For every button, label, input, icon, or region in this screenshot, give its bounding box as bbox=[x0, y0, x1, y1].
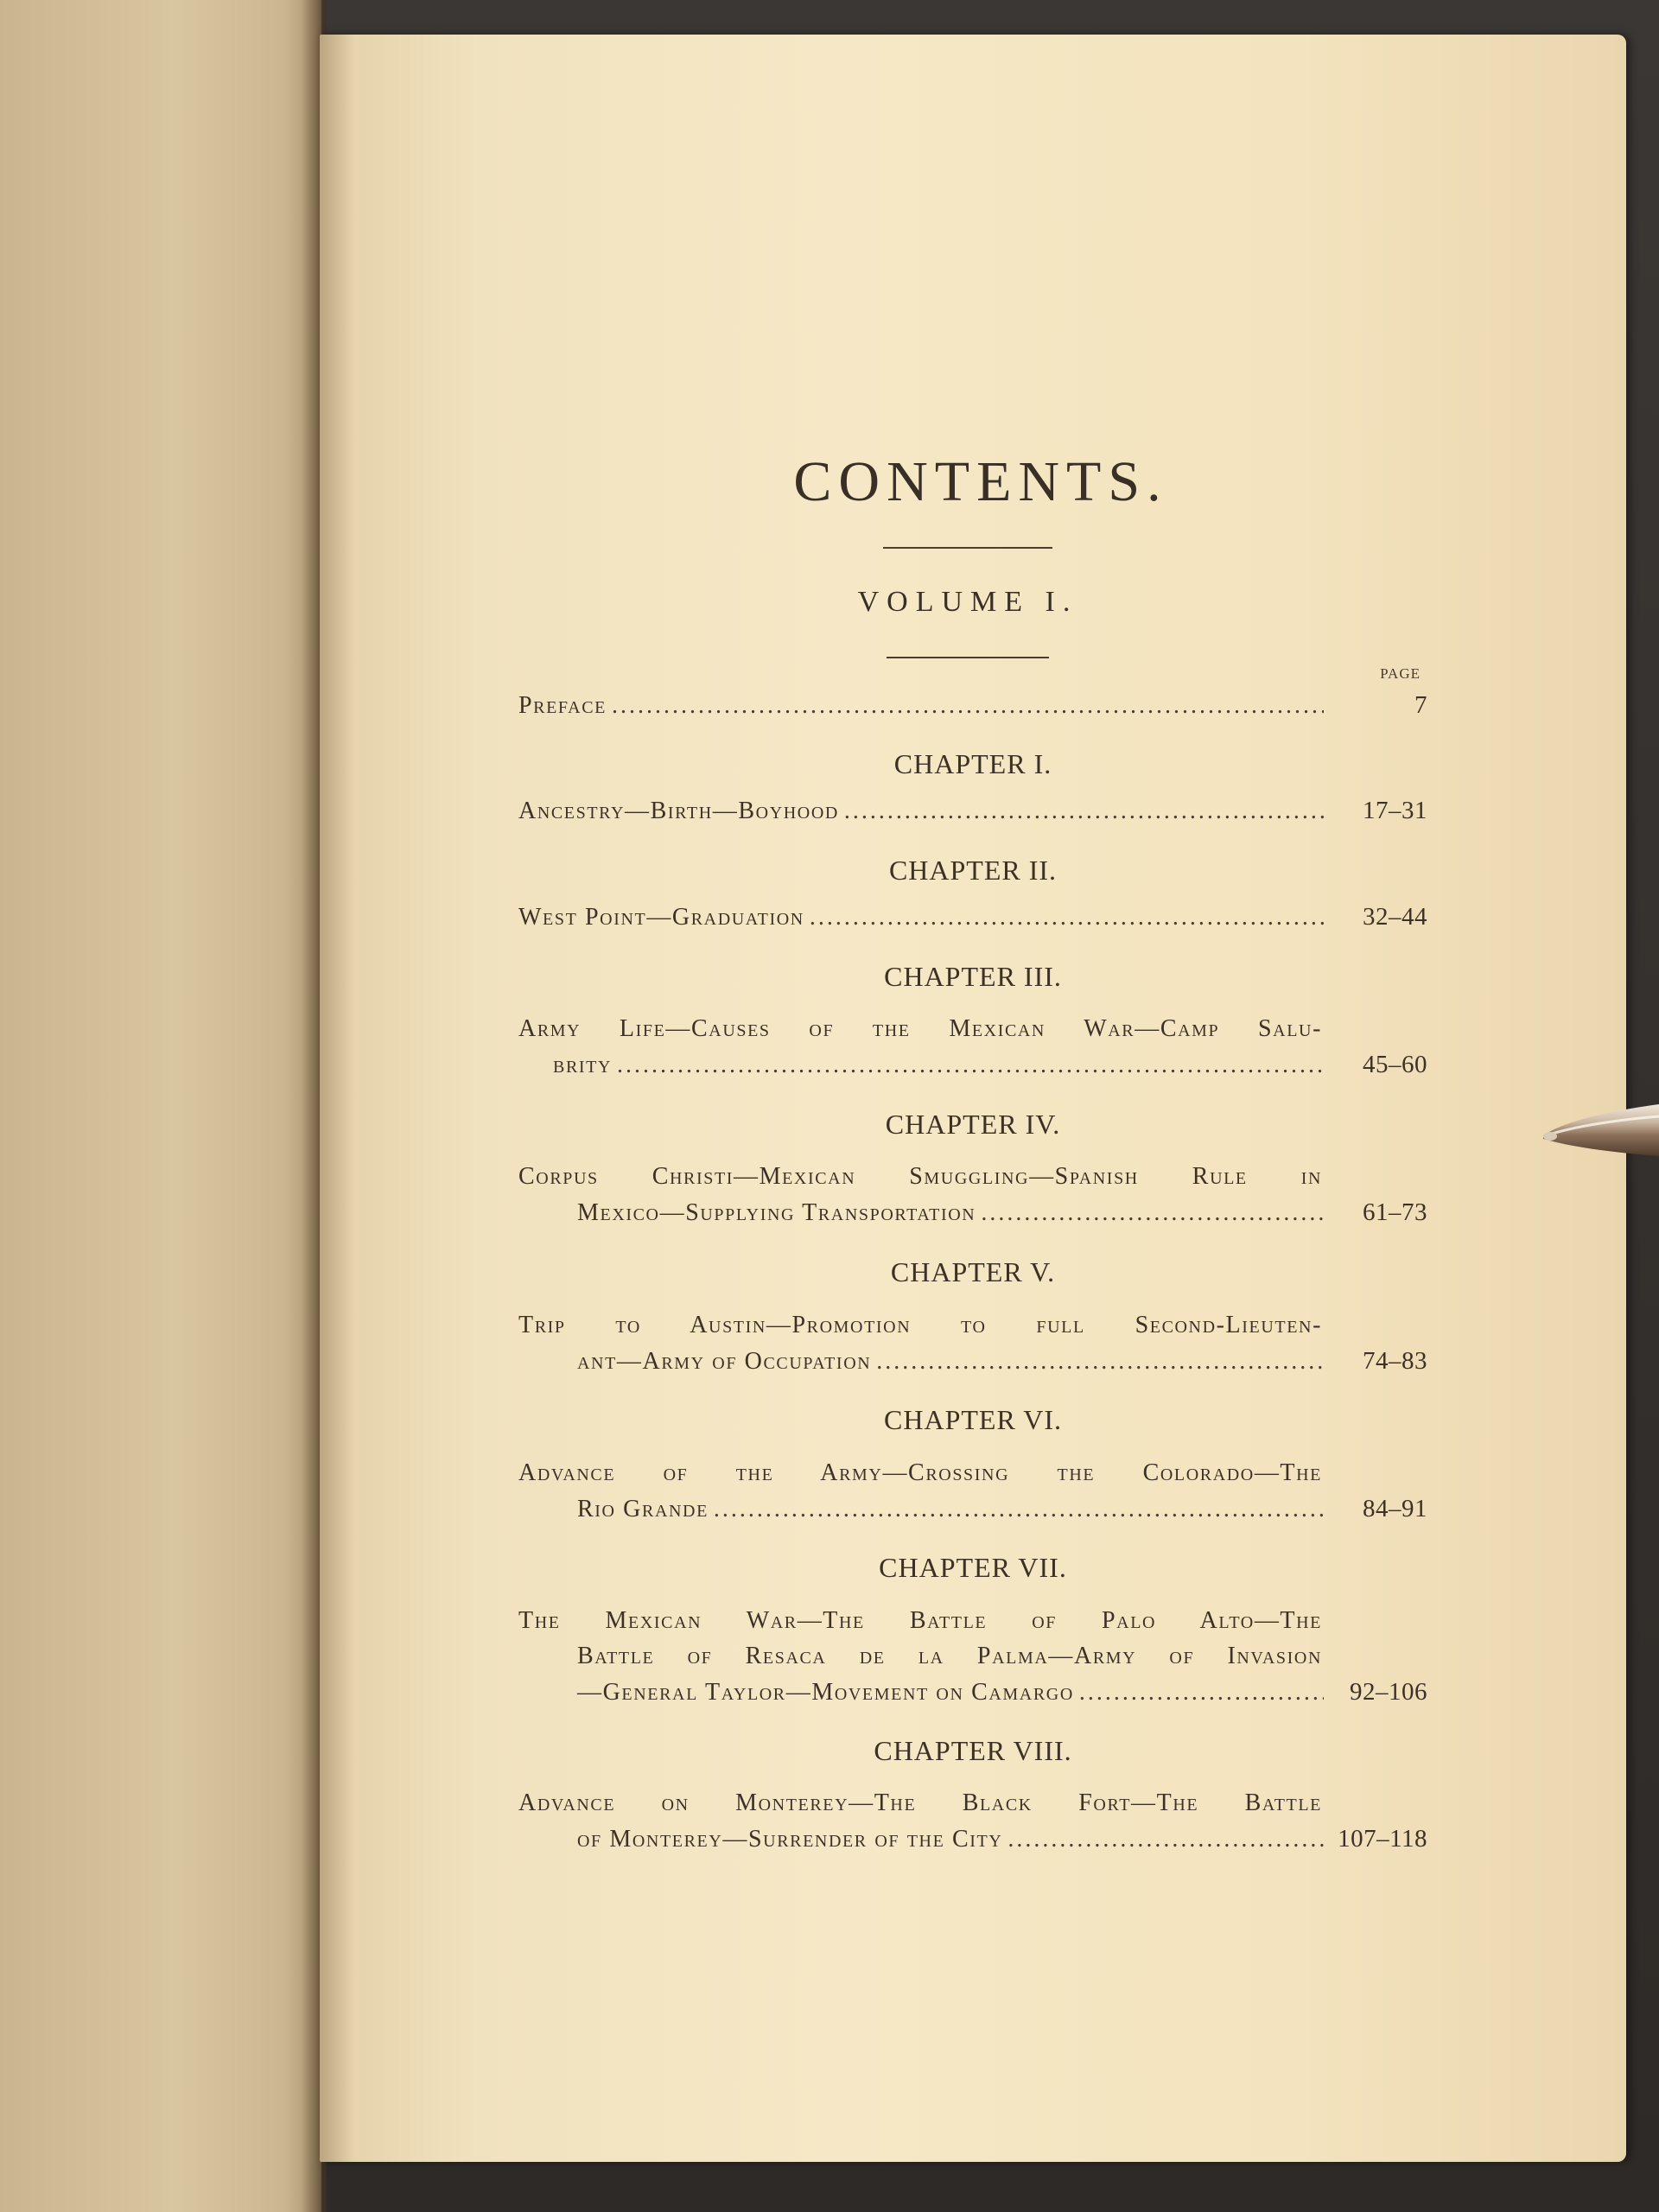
dot-leader bbox=[876, 1348, 1324, 1376]
volume-rule bbox=[887, 657, 1049, 658]
chapter-heading: CHAPTER I. bbox=[893, 748, 1052, 779]
toc-entry-title-cont: —General Taylor—Movement on Camargo bbox=[577, 1679, 1074, 1706]
volume-heading: VOLUME I. bbox=[857, 586, 1078, 618]
dot-leader bbox=[617, 1052, 1324, 1079]
toc-entry-title: Corpus Christi—Mexican Smuggling—Spanish Rule in bbox=[518, 1163, 1322, 1190]
toc-entry-pages: 45–60 bbox=[1363, 1051, 1427, 1078]
toc-entry-pages: 61–73 bbox=[1363, 1198, 1427, 1226]
toc-entry-pages: 84–91 bbox=[1363, 1495, 1427, 1522]
toc-entry-title-cont: ant—Army of Occupation bbox=[577, 1348, 872, 1375]
dot-leader bbox=[810, 904, 1324, 931]
chapter-heading: CHAPTER III. bbox=[884, 961, 1062, 992]
toc-entry-preface[interactable] bbox=[518, 691, 1427, 727]
toc-entry-pages: 107–118 bbox=[1338, 1825, 1427, 1853]
toc-entry-title: Trip to Austin—Promotion to full Second-Lieuten- bbox=[518, 1312, 1322, 1338]
toc-entry-pages: 7 bbox=[1414, 691, 1427, 719]
toc-entry-title-cont: Mexico—Supplying Transportation bbox=[577, 1199, 976, 1226]
toc-entry-title-cont: brity bbox=[553, 1052, 612, 1078]
toc-entry-title: Preface bbox=[518, 692, 607, 719]
dot-leader bbox=[981, 1199, 1324, 1227]
toc-entry-title-cont: Rio Grande bbox=[577, 1496, 709, 1522]
toc-entry-pages: 32–44 bbox=[1363, 903, 1427, 931]
page-title: CONTENTS. bbox=[793, 450, 1168, 513]
chapter-heading: CHAPTER VI. bbox=[884, 1404, 1062, 1435]
toc-entry-chapter-4[interactable] bbox=[518, 1163, 1427, 1234]
toc-entry-title: West Point—Graduation bbox=[518, 904, 804, 931]
toc-entry-chapter-8[interactable] bbox=[518, 1789, 1427, 1860]
toc-entry-title: The Mexican War—The Battle of Palo Alto—The bbox=[518, 1607, 1322, 1634]
page-edge-shadow bbox=[320, 35, 354, 2162]
toc-entry-pages: 92–106 bbox=[1350, 1678, 1427, 1706]
dot-leader bbox=[1007, 1826, 1324, 1853]
chapter-heading: CHAPTER V. bbox=[890, 1256, 1056, 1287]
chapter-heading: CHAPTER IV. bbox=[885, 1109, 1061, 1140]
toc-entry-title: Army Life—Causes of the Mexican War—Camp Salu- bbox=[518, 1015, 1322, 1042]
page-column-label: PAGE bbox=[1380, 665, 1421, 682]
dot-leader bbox=[1079, 1679, 1324, 1707]
toc-entry-chapter-5[interactable] bbox=[518, 1312, 1427, 1382]
toc-entry-chapter-2[interactable] bbox=[518, 903, 1427, 938]
toc-entry-chapter-6[interactable] bbox=[518, 1459, 1427, 1530]
toc-entry-chapter-3[interactable] bbox=[518, 1015, 1427, 1086]
toc-entry-chapter-7[interactable] bbox=[518, 1607, 1427, 1713]
toc-entry-chapter-1[interactable] bbox=[518, 797, 1427, 832]
pen-clip-icon bbox=[1538, 1096, 1659, 1173]
toc-entry-title: Advance on Monterey—The Black Fort—The Battle bbox=[518, 1789, 1322, 1816]
title-rule bbox=[883, 547, 1052, 549]
toc-entry-pages: 74–83 bbox=[1363, 1347, 1427, 1375]
dot-leader bbox=[844, 798, 1324, 825]
toc-entry-title: Ancestry—Birth—Boyhood bbox=[518, 798, 839, 824]
dot-leader bbox=[714, 1496, 1324, 1523]
toc-entry-title-cont: Battle of Resaca de la Palma—Army of Invasion bbox=[577, 1643, 1322, 1669]
toc-entry-pages: 17–31 bbox=[1363, 797, 1427, 824]
chapter-heading: CHAPTER II. bbox=[888, 855, 1058, 886]
chapter-heading: CHAPTER VIII. bbox=[874, 1735, 1072, 1766]
toc-entry-title: Advance of the Army—Crossing the Colorado—The bbox=[518, 1459, 1322, 1486]
chapter-heading: CHAPTER VII. bbox=[879, 1552, 1067, 1583]
facing-page bbox=[0, 0, 321, 2212]
toc-entry-title-cont: of Monterey—Surrender of the City bbox=[577, 1826, 1003, 1853]
dot-leader bbox=[612, 692, 1324, 720]
